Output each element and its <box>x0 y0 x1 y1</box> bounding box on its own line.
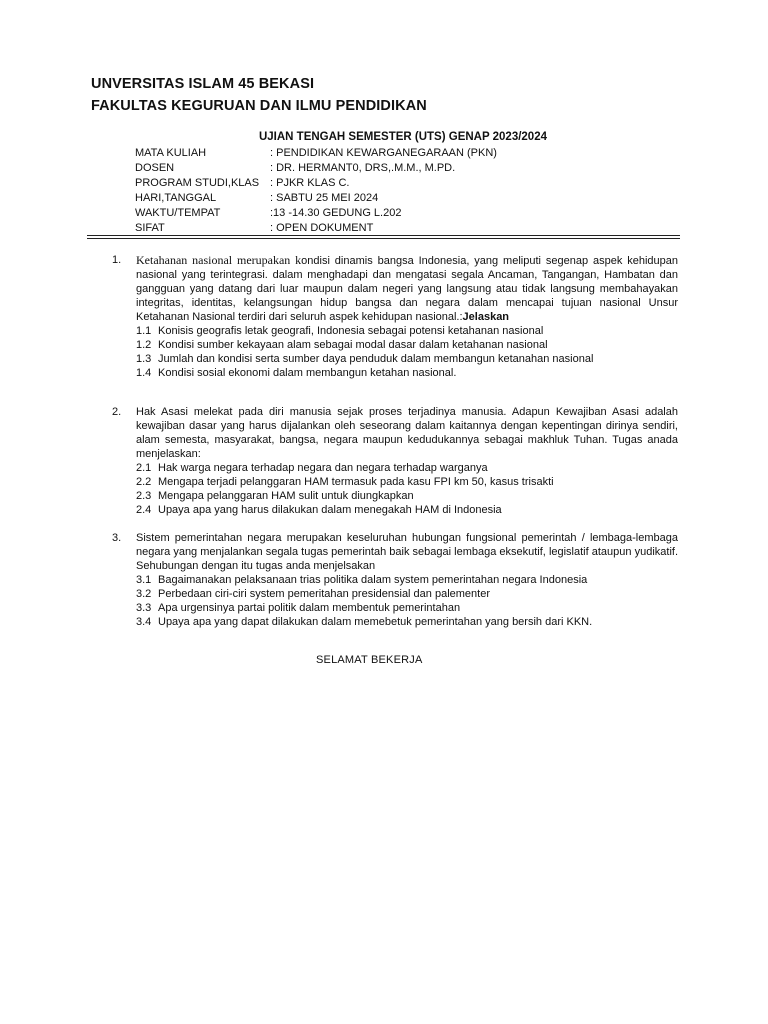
info-row-time-place <box>135 206 497 221</box>
question-number: 1. <box>112 254 122 266</box>
info-label: PROGRAM STUDI,KLAS <box>135 177 260 189</box>
exam-info-table <box>135 146 497 236</box>
sub-question-text: Bagaimanakan pelaksanaan trias politika dalam system pemerintahan negara Indonesia <box>158 574 588 586</box>
info-row-date <box>135 191 497 206</box>
sub-question-number: 2.1 <box>136 462 152 474</box>
question-number: 2. <box>112 406 122 418</box>
sub-question-number: 2.4 <box>136 504 152 516</box>
sub-question-text: Mengapa terjadi pelanggaran HAM termasuk pada kasu FPI km 50, kasus trisakti <box>158 476 554 488</box>
sub-question <box>136 352 678 366</box>
header-divider-secondary <box>87 238 680 239</box>
university-name: UNVERSITAS ISLAM 45 BEKASI <box>91 76 315 92</box>
question-number: 3. <box>112 532 122 544</box>
info-value: : PJKR KLAS C. <box>270 177 350 189</box>
info-label: MATA KULIAH <box>135 147 207 159</box>
sub-question-text: Kondisi sumber kekayaan alam sebagai modal dasar dalam ketahanan nasional <box>158 339 548 351</box>
question-text-body: ondisi dinamis bangsa Indonesia, yang meliputi segenap aspek kehidupan nasional yang terintegrasi. dalam menghadapi dan mengatasi segala Ancaman, Tangangan, Hambatan dan gangguan yang datang dari luar maupun dalam negeri yang langsung atau tidak langsung membahayakan integritas, identitas, kelangsungan hidup bangsa dan negara dalam mencapai tujuan nasional Unsur Ketahanan Nasional terdiri dari seluruh aspek kehidupan nasional.: <box>136 255 678 323</box>
sub-question <box>136 489 678 503</box>
sub-question-text: Kondisi sosial ekonomi dalam membangun ketahan nasional. <box>158 367 457 379</box>
sub-question <box>136 324 678 338</box>
closing-remark: SELAMAT BEKERJA <box>316 654 423 666</box>
info-row-program <box>135 176 497 191</box>
sub-question <box>136 615 678 629</box>
info-label: DOSEN <box>135 162 175 174</box>
sub-question-number: 1.3 <box>136 353 152 365</box>
info-value: : SABTU 25 MEI 2024 <box>270 192 379 204</box>
sub-question-number: 1.1 <box>136 325 152 337</box>
sub-question-text: Upaya apa yang harus dilakukan dalam menegakah HAM di Indonesia <box>158 504 502 516</box>
header-divider <box>87 235 680 236</box>
info-row-nature <box>135 221 497 236</box>
exam-title: UJIAN TENGAH SEMESTER (UTS) GENAP 2023/2024 <box>258 131 547 143</box>
sub-question-text: Jumlah dan kondisi serta sumber daya penduduk dalam membangun ketanahan nasional <box>158 353 594 365</box>
sub-question-number: 3.2 <box>136 588 152 600</box>
sub-question-text: Apa urgensinya partai politik dalam membentuk pemerintahan <box>158 602 461 614</box>
sub-question-text: Mengapa pelanggaran HAM sulit untuk diungkapkan <box>158 490 414 502</box>
sub-question <box>136 366 678 380</box>
sub-question-text: Hak warga negara terhadap negara dan negara terhadap warganya <box>158 462 488 474</box>
info-label: SIFAT <box>135 222 165 234</box>
sub-question <box>136 461 678 475</box>
info-value: : OPEN DOKUMENT <box>270 222 374 234</box>
sub-question-text: Perbedaan ciri-ciri system pemeritahan presidensial dan palementer <box>158 588 490 600</box>
institution-header <box>91 73 427 117</box>
sub-question-text: Konisis geografis letak geografi, Indonesia sebagai potensi ketahanan nasional <box>158 325 544 337</box>
question-text <box>136 253 678 324</box>
faculty-name: FAKULTAS KEGURUAN DAN ILMU PENDIDIKAN <box>91 98 427 114</box>
sub-question-text: Upaya apa yang dapat dilakukan dalam memebetuk pemerintahan yang bersih dari KKN. <box>158 616 593 628</box>
info-row-lecturer <box>135 161 497 176</box>
question-3 <box>112 531 678 629</box>
sub-question <box>136 587 678 601</box>
info-value: : PENDIDIKAN KEWARGANEGARAAN (PKN) <box>270 147 497 159</box>
info-label: HARI,TANGGAL <box>135 192 217 204</box>
sub-question <box>136 573 678 587</box>
sub-question <box>136 475 678 489</box>
sub-question-number: 3.3 <box>136 602 152 614</box>
sub-question-number: 2.2 <box>136 476 152 488</box>
sub-question <box>136 338 678 352</box>
info-value: : DR. HERMANT0, DRS,.M.M., M.PD. <box>270 162 456 174</box>
sub-question-number: 1.4 <box>136 367 152 379</box>
info-row-course <box>135 146 497 161</box>
question-1 <box>112 253 678 380</box>
question-instruction: Jelaskan <box>462 311 510 323</box>
sub-question-number: 3.1 <box>136 574 152 586</box>
sub-question-number: 2.3 <box>136 490 152 502</box>
question-text: Hak Asasi melekat pada diri manusia sejak proses terjadinya manusia. Adapun Kewajiban Asasi adalah kewajiban dasar yang harus dijalankan oleh seseorang dalam kaitannya dengan kepentingan dirinya sendiri, alam semesta, masyarakat, bangsa, negara maupun kedudukannya sebagai makhluk Tuhan. Tugas anada menjelaskan: <box>136 406 678 460</box>
question-text: Sistem pemerintahan negara merupakan keseluruhan hubungan fungsional pemerintah / lembaga-lembaga negara yang menjalankan segala tugas pemerintah baik sebagai lembaga eksekutif, legislatif ataupun yudikatif. Sehubungan dengan itu tugas anda menjelsakan <box>136 532 678 572</box>
question-2 <box>112 405 678 517</box>
info-label: WAKTU/TEMPAT <box>135 207 221 219</box>
sub-question <box>136 503 678 517</box>
sub-question-number: 1.2 <box>136 339 152 351</box>
sub-question-number: 3.4 <box>136 616 152 628</box>
question-text-serif: Ketahanan nasional merupakan k <box>136 253 302 267</box>
sub-question <box>136 601 678 615</box>
info-value: :13 -14.30 GEDUNG L.202 <box>270 207 402 219</box>
